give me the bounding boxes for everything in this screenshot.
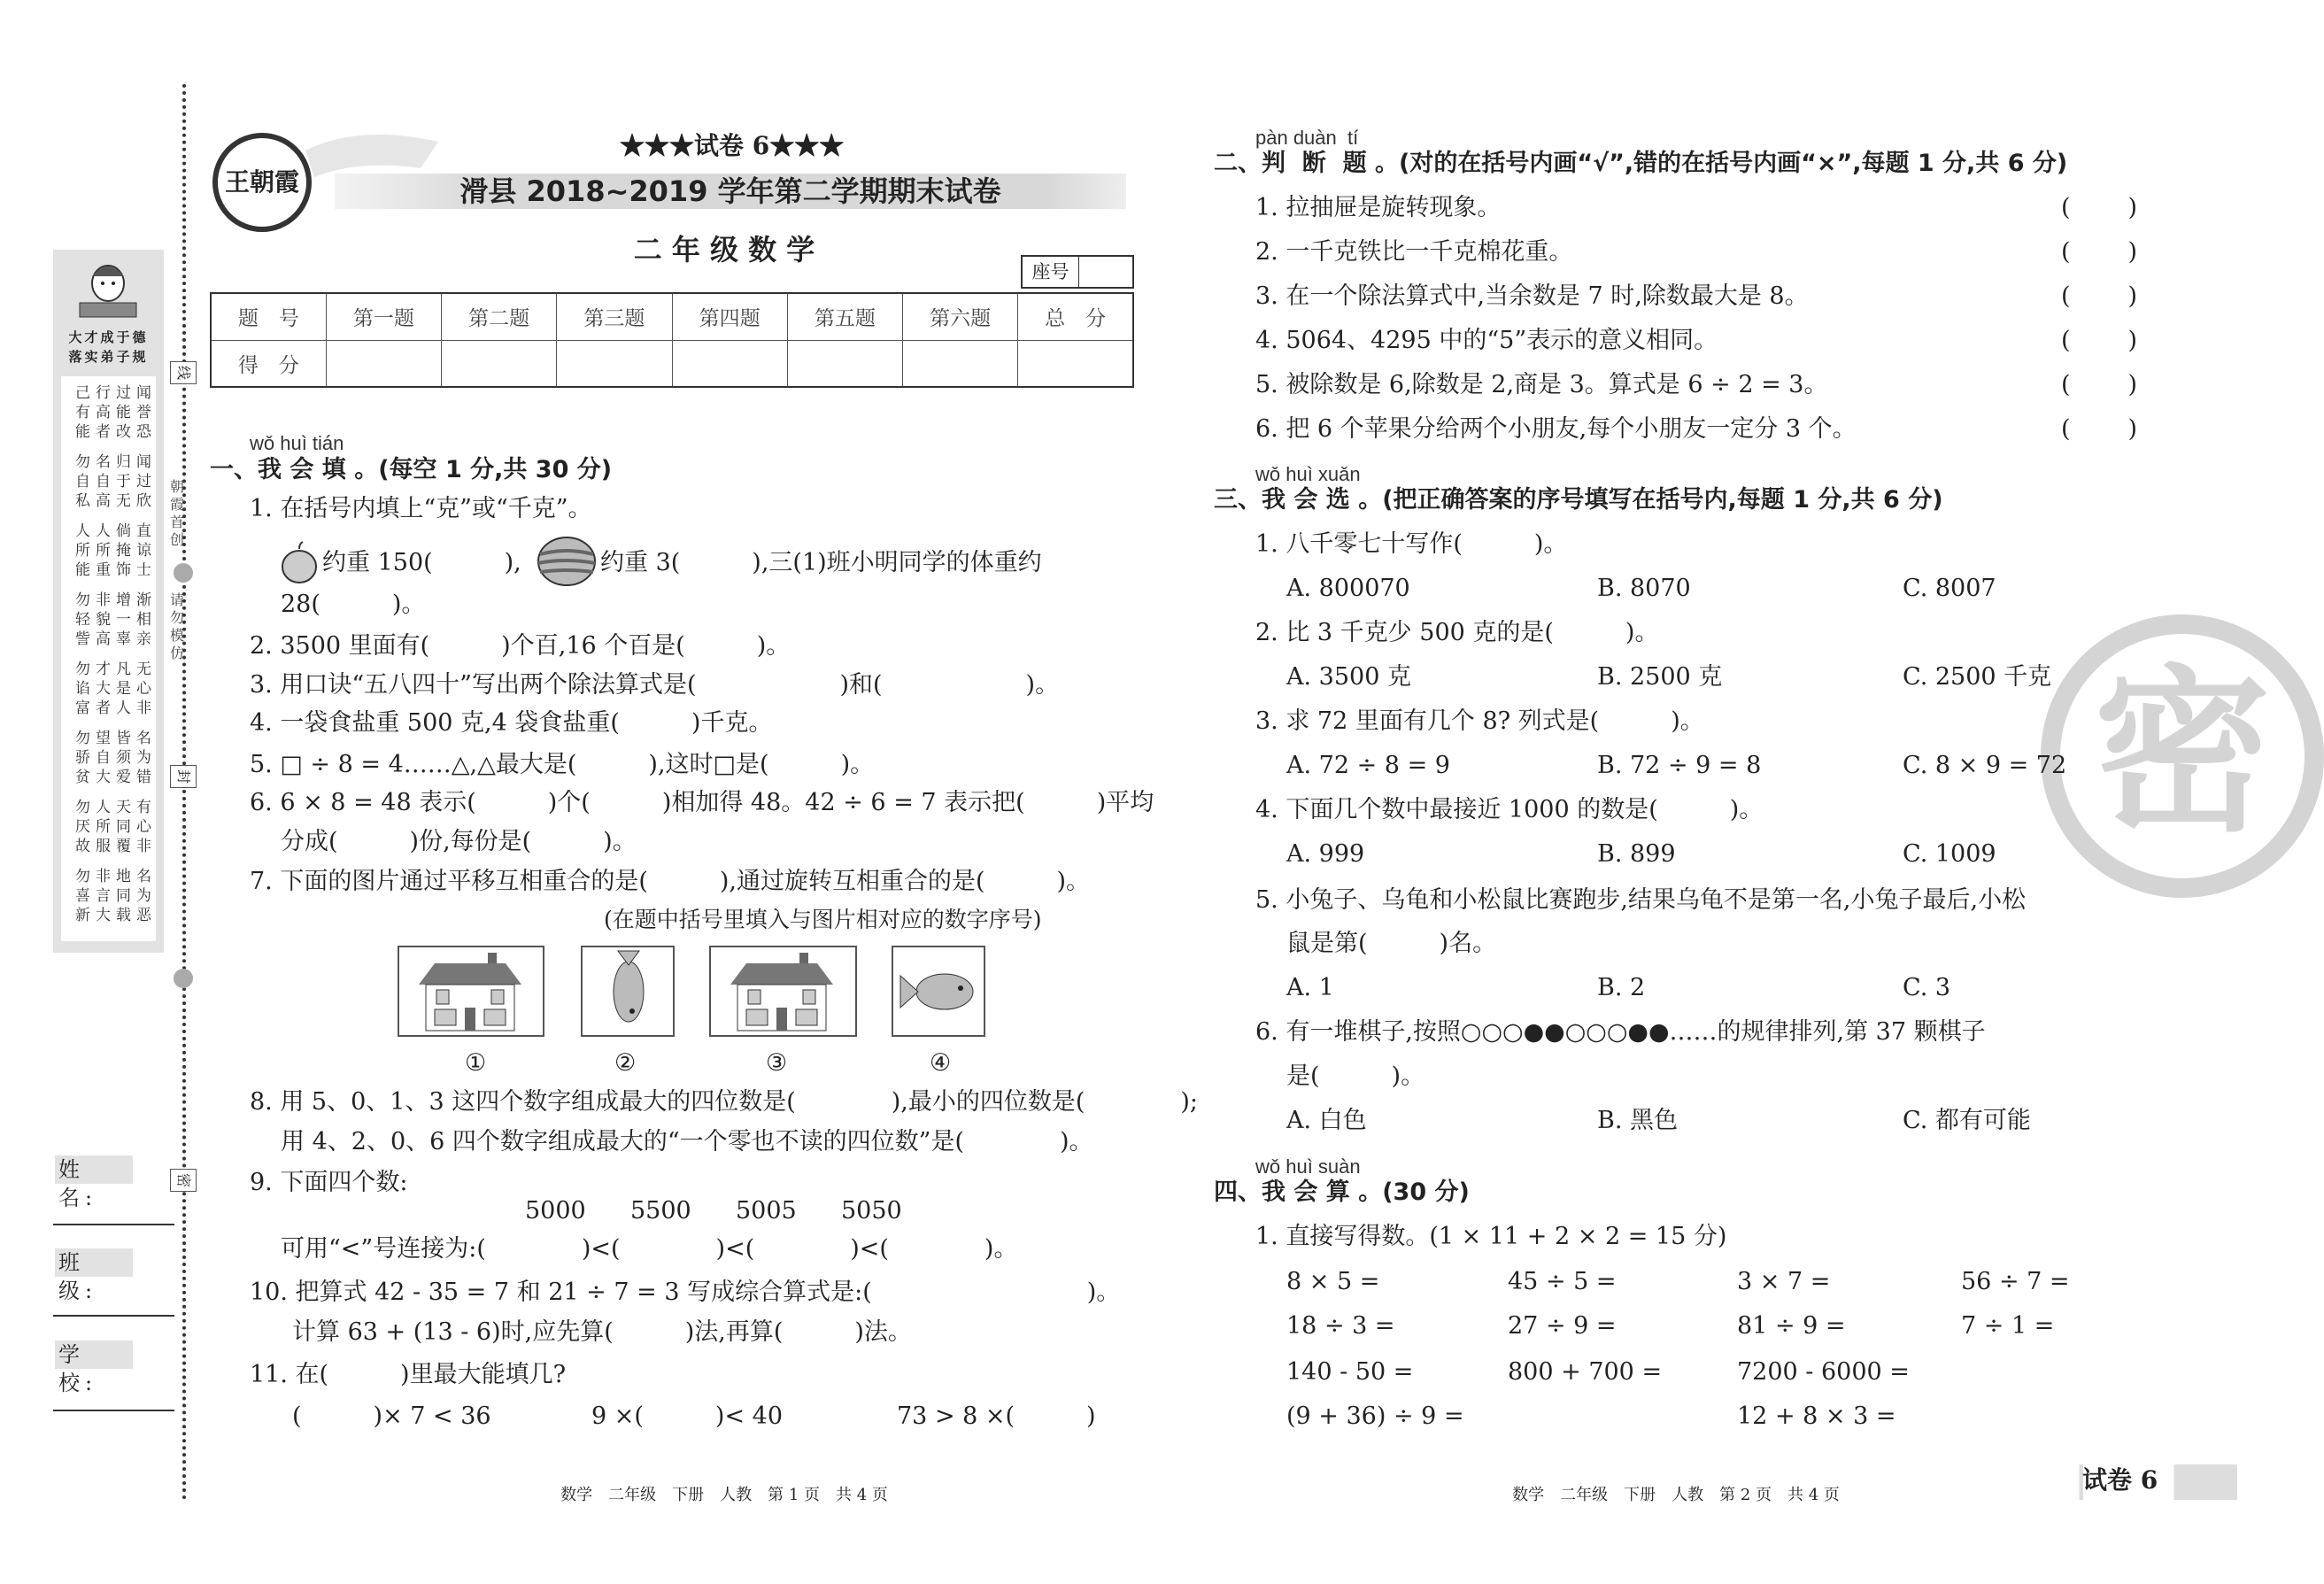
page-footer: 数学 二年级 下册 人教 第 2 页 共 4 页 bbox=[1512, 1486, 1840, 1504]
option-c[interactable]: C. 1009 bbox=[1903, 840, 1996, 868]
inequality-item: 73 > 8 ×( ) bbox=[897, 1402, 1096, 1430]
answer-bracket[interactable]: ( ) bbox=[2061, 194, 2137, 221]
picture-number: ④ bbox=[930, 1049, 952, 1077]
answer-bracket[interactable]: ( ) bbox=[2061, 282, 2137, 310]
judge-item: 5. 被除数是 6,除数是 2,商是 3。算式是 6 ÷ 2 = 3。 bbox=[1255, 371, 1828, 398]
choice-question-cont: 是( )。 bbox=[1286, 1062, 1425, 1090]
option-b[interactable]: B. 2 bbox=[1597, 974, 1646, 1001]
poem-stanza: 勿才凡无 谄大是心 富者人非 bbox=[75, 661, 157, 717]
option-b[interactable]: B. 黑色 bbox=[1597, 1107, 1679, 1134]
choice-question: 1. 八千零七十写作( )。 bbox=[1255, 530, 1568, 558]
calc-item: (9 + 36) ÷ 9 = bbox=[1286, 1402, 1464, 1430]
watermelon-icon bbox=[537, 537, 597, 586]
question-line: 可用“<”号连接为:( )<( )<( )<( )。 bbox=[281, 1235, 1018, 1263]
question-line: 2. 3500 里面有( )个百,16 个百是( )。 bbox=[250, 632, 791, 660]
name-field[interactable] bbox=[53, 1224, 174, 1225]
question-line: 4. 一袋食盐重 500 克,4 袋食盐重( )千克。 bbox=[250, 709, 773, 737]
score-cell[interactable] bbox=[442, 340, 557, 387]
option-b[interactable]: B. 8070 bbox=[1597, 575, 1691, 602]
option-c[interactable]: C. 2500 千克 bbox=[1903, 663, 2052, 691]
score-cell[interactable] bbox=[326, 340, 441, 387]
option-c[interactable]: C. 3 bbox=[1903, 974, 1951, 1001]
question-line: 1. 在括号内填上“克”或“千克”。 bbox=[250, 495, 592, 522]
house-icon bbox=[711, 947, 855, 1035]
vertical-note: 朝霞首创 bbox=[170, 478, 185, 548]
question-line: 约重 150( ), bbox=[322, 549, 521, 576]
picture-number: ② bbox=[614, 1049, 637, 1077]
logo-text: 王朝霞 bbox=[224, 167, 299, 197]
question-line: 用 4、2、0、6 四个数字组成最大的“一个零也不读的四位数”是( )。 bbox=[281, 1128, 1093, 1155]
calc-item: 7200 - 6000 = bbox=[1737, 1358, 1910, 1386]
calc-item: 18 ÷ 3 = bbox=[1286, 1312, 1395, 1340]
option-a[interactable]: A. 1 bbox=[1286, 974, 1334, 1001]
score-table bbox=[210, 292, 1134, 388]
option-a[interactable]: A. 72 ÷ 8 = 9 bbox=[1286, 752, 1450, 779]
fish-picture bbox=[581, 946, 675, 1037]
option-a[interactable]: A. 白色 bbox=[1286, 1107, 1367, 1134]
table-header-cell: 第六题 bbox=[903, 293, 1018, 340]
picture-number: ③ bbox=[766, 1049, 788, 1077]
section-pinyin: wǒ huì suàn bbox=[1255, 1155, 1361, 1178]
choice-question: 4. 下面几个数中最接近 1000 的数是( )。 bbox=[1255, 796, 1764, 823]
brand-logo bbox=[212, 133, 312, 232]
class-label: 班 级: bbox=[55, 1248, 133, 1277]
choice-question: 5. 小兔子、乌龟和小松鼠比赛跑步,结果乌龟不是第一名,小兔子最后,小松 bbox=[1255, 886, 2027, 914]
option-b[interactable]: B. 899 bbox=[1597, 840, 1676, 868]
score-cell[interactable] bbox=[1018, 340, 1133, 387]
judge-item: 2. 一千克铁比一千克棉花重。 bbox=[1255, 238, 1573, 266]
option-c[interactable]: C. 都有可能 bbox=[1903, 1107, 2031, 1134]
answer-bracket[interactable]: ( ) bbox=[2061, 238, 2137, 266]
fish-icon bbox=[893, 947, 984, 1035]
motto-line: 落实弟子规 bbox=[68, 349, 149, 365]
seat-number-box bbox=[1021, 255, 1134, 289]
fish-picture bbox=[892, 946, 985, 1037]
question-line: 9. 下面四个数: bbox=[250, 1169, 408, 1196]
poem-stanza: 勿非增渐 轻貌一相 訾高辜亲 bbox=[75, 591, 157, 648]
sidebar-panel bbox=[53, 250, 164, 953]
answer-bracket[interactable]: ( ) bbox=[2061, 415, 2137, 443]
motto-line: 大才成于德 bbox=[68, 329, 149, 345]
seat-label: 座号 bbox=[1023, 257, 1079, 287]
house-picture bbox=[709, 946, 857, 1037]
question-line: 8. 用 5、0、1、3 这四个数字组成最大的四位数是( ),最小的四位数是( ); bbox=[250, 1088, 1199, 1116]
paper-number: ★★★试卷 6★★★ bbox=[620, 131, 845, 160]
number-item: 5005 bbox=[736, 1197, 797, 1225]
score-cell[interactable] bbox=[672, 340, 787, 387]
question-line: 11. 在( )里最大能填几? bbox=[250, 1361, 567, 1388]
option-c[interactable]: C. 8007 bbox=[1903, 575, 1996, 602]
page-title: 滑县 2018~2019 学年第二学期期末试卷 bbox=[459, 174, 1001, 208]
table-row-label: 得 分 bbox=[211, 340, 326, 387]
section-pinyin: wǒ huì xuǎn bbox=[1255, 463, 1361, 485]
poem-stanza: 勿望皆名 骄自须为 贫大爱错 bbox=[75, 730, 157, 786]
section-heading: 一、我 会 填 。(每空 1 分,共 30 分) bbox=[210, 456, 613, 483]
answer-bracket[interactable]: ( ) bbox=[2061, 371, 2137, 398]
poem-box bbox=[61, 376, 156, 941]
fish-icon bbox=[583, 947, 673, 1035]
calc-item: 8 × 5 = bbox=[1286, 1268, 1380, 1295]
option-b[interactable]: B. 2500 克 bbox=[1597, 663, 1723, 691]
table-header-cell: 第三题 bbox=[557, 293, 672, 340]
vertical-note: 请勿模仿 bbox=[170, 591, 185, 661]
poem-stanza: 勿名归闻 自自于过 私高无欣 bbox=[75, 453, 157, 510]
binding-mark: 密 bbox=[170, 1169, 197, 1192]
option-a[interactable]: A. 3500 克 bbox=[1286, 663, 1411, 691]
table-header-cell: 第二题 bbox=[442, 293, 557, 340]
choice-question: 6. 有一堆棋子,按照○○○●●○○○●●……的规律排列,第 37 颗棋子 bbox=[1255, 1018, 1986, 1046]
choice-question: 3. 求 72 里面有几个 8? 列式是( )。 bbox=[1255, 707, 1704, 735]
poem-stanza: 人人倘直 所所掩谅 能重饰士 bbox=[75, 522, 157, 579]
table-header-cell: 第四题 bbox=[672, 293, 787, 340]
score-cell[interactable] bbox=[903, 340, 1018, 387]
number-item: 5000 bbox=[525, 1197, 586, 1225]
option-c[interactable]: C. 8 × 9 = 72 bbox=[1903, 752, 2067, 779]
option-a[interactable]: A. 800070 bbox=[1286, 575, 1410, 602]
table-header-cell: 总 分 bbox=[1018, 293, 1133, 340]
inequality-item: ( )× 7 < 36 bbox=[292, 1402, 491, 1430]
judge-item: 3. 在一个除法算式中,当余数是 7 时,除数最大是 8。 bbox=[1255, 282, 1809, 310]
question-line: 约重 3( ),三(1)班小明同学的体重约 bbox=[600, 549, 1042, 576]
poem-stanza: 勿非地名 喜言同为 新大载恶 bbox=[75, 868, 157, 924]
apple-icon bbox=[280, 542, 319, 584]
number-item: 5050 bbox=[841, 1197, 902, 1225]
house-icon bbox=[399, 947, 543, 1035]
house-picture bbox=[398, 946, 544, 1037]
table-header-cell: 第五题 bbox=[787, 293, 902, 340]
section-heading: 二、判 断 题 。(对的在括号内画“√”,错的在括号内画“×”,每题 1 分,共 6 分) bbox=[1214, 150, 2068, 177]
corner-paper-label: 试卷 6 bbox=[2082, 1465, 2158, 1495]
decor-icon bbox=[174, 563, 193, 583]
calc-item: 3 × 7 = bbox=[1737, 1268, 1831, 1295]
option-a[interactable]: A. 999 bbox=[1286, 840, 1365, 868]
calc-item: 56 ÷ 7 = bbox=[1961, 1268, 2070, 1295]
choice-question-cont: 鼠是第( )名。 bbox=[1286, 930, 1497, 957]
poem-stanza: 己行过闻 有高能誉 能者改恐 bbox=[75, 384, 157, 441]
class-field[interactable] bbox=[53, 1315, 174, 1317]
table-header-cell: 第一题 bbox=[326, 293, 441, 340]
question-line: 7. 下面的图片通过平移互相重合的是( ),通过旋转互相重合的是( )。 bbox=[250, 868, 1091, 895]
answer-bracket[interactable]: ( ) bbox=[2061, 327, 2137, 354]
binding-mark: 线 bbox=[170, 361, 197, 384]
choice-question: 2. 比 3 千克少 500 克的是( )。 bbox=[1255, 619, 1659, 646]
calc-item: 45 ÷ 5 = bbox=[1508, 1268, 1617, 1295]
school-field[interactable] bbox=[53, 1410, 174, 1411]
calc-item: 7 ÷ 1 = bbox=[1961, 1312, 2055, 1340]
judge-item: 1. 拉抽屉是旋转现象。 bbox=[1255, 194, 1502, 221]
section-heading: 四、我 会 算 。(30 分) bbox=[1214, 1178, 1470, 1206]
question-line: 10. 把算式 42 - 35 = 7 和 21 ÷ 7 = 3 写成综合算式是:( )。 bbox=[250, 1279, 1121, 1306]
score-cell[interactable] bbox=[787, 340, 902, 387]
sub-question: 1. 直接写得数。(1 × 11 + 2 × 2 = 15 分) bbox=[1255, 1223, 1727, 1250]
calc-item: 800 + 700 = bbox=[1508, 1358, 1663, 1386]
student-cartoon-icon bbox=[73, 257, 143, 328]
table-row bbox=[211, 293, 1133, 340]
watermark-text: 密 bbox=[2093, 650, 2271, 856]
judge-item: 6. 把 6 个苹果分给两个小朋友,每个小朋友一定分 3 个。 bbox=[1255, 415, 1857, 443]
question-note: (在题中括号里填入与图片相对应的数字序号) bbox=[604, 907, 1042, 932]
question-line: 28( )。 bbox=[281, 591, 426, 618]
poem-stanza: 勿人天有 厌所同心 故服覆非 bbox=[75, 799, 157, 855]
table-row bbox=[211, 340, 1133, 387]
question-line: 5. □ ÷ 8 = 4……△,△最大是( ),这时□是( )。 bbox=[250, 751, 875, 778]
school-label: 学 校: bbox=[55, 1341, 133, 1369]
picture-number: ① bbox=[465, 1049, 487, 1077]
page-footer: 数学 二年级 下册 人教 第 1 页 共 4 页 bbox=[560, 1486, 888, 1504]
judge-item: 4. 5064、4295 中的“5”表示的意义相同。 bbox=[1255, 327, 1718, 354]
watermark-seal bbox=[2041, 614, 2324, 898]
decor-icon bbox=[174, 969, 193, 988]
table-header-cell: 题 号 bbox=[211, 293, 326, 340]
question-line: 3. 用口诀“五八四十”写出两个除法算式是( )和( )。 bbox=[250, 671, 1060, 699]
section-pinyin: wǒ huì tián bbox=[250, 432, 344, 454]
section-pinyin: pàn duàn tí bbox=[1255, 127, 1359, 149]
subject-title: 二 年 级 数 学 bbox=[633, 233, 815, 267]
question-line: 6. 6 × 8 = 48 表示( )个( )相加得 48。42 ÷ 6 = 7 表示把( )平均 bbox=[250, 789, 1154, 816]
calc-item: 140 - 50 = bbox=[1286, 1358, 1414, 1386]
inequality-item: 9 ×( )< 40 bbox=[591, 1402, 784, 1430]
calc-item: 12 + 8 × 3 = bbox=[1737, 1402, 1896, 1430]
section-heading: 三、我 会 选 。(把正确答案的序号填写在括号内,每题 1 分,共 6 分) bbox=[1214, 486, 1943, 514]
name-label: 姓 名: bbox=[55, 1155, 133, 1184]
score-cell[interactable] bbox=[557, 340, 672, 387]
binding-dotted-line bbox=[182, 84, 186, 1501]
seat-field[interactable] bbox=[1079, 257, 1132, 287]
question-line: 计算 63 + (13 - 6)时,应先算( )法,再算( )法。 bbox=[292, 1318, 912, 1346]
calc-item: 81 ÷ 9 = bbox=[1737, 1312, 1846, 1340]
calc-item: 27 ÷ 9 = bbox=[1508, 1312, 1617, 1340]
number-item: 5500 bbox=[630, 1197, 691, 1225]
option-b[interactable]: B. 72 ÷ 9 = 8 bbox=[1597, 752, 1762, 779]
binding-mark: 封 bbox=[170, 765, 197, 788]
question-line: 分成( )份,每份是( )。 bbox=[281, 828, 637, 855]
